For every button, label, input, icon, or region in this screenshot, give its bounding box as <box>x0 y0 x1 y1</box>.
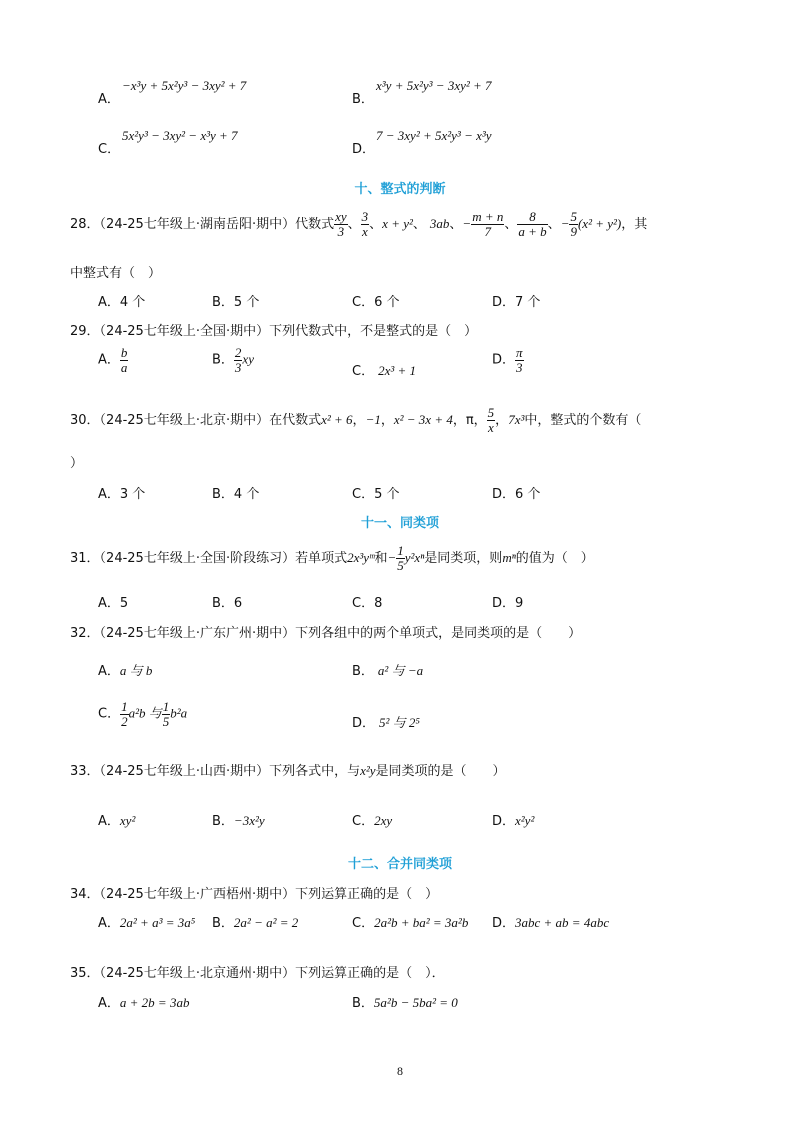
question-30: 30．（24-25七年级上·北京·期中）在代数式x² + 6，−1，x² − 3x + 4，π， $\frac{5}{x}$ ，7x³中，整式的个数有（ <box>70 405 642 435</box>
q33-option-c: C．2xy <box>352 813 393 829</box>
q28-option-b: B．5 个 <box>212 295 260 310</box>
q30-option-c: C．5 个 <box>352 487 400 502</box>
q28-expr-2: $\frac{3}{x}$ <box>361 209 369 239</box>
section-heading-12: 十二、合并同类项 <box>347 857 452 872</box>
q28-expr-1: $\frac{xy}{3}$ <box>335 209 347 239</box>
q27-option-b-label: B． <box>352 92 374 107</box>
q28-source: （24-25七年级上·湖南岳阳·期中）代数式 <box>99 217 335 232</box>
q29-option-a: A． $\frac{b}{a}$ <box>98 345 128 375</box>
q31-option-b: B．6 <box>212 596 243 611</box>
q27-option-c-expr: 5x²y³ − 3xy² − x³y + 7 <box>122 128 238 143</box>
q29-option-d: D． $\frac{\pi}{3}$ <box>492 345 523 375</box>
q30-expr-1: x² + 6 <box>321 412 353 427</box>
section-heading-10: 十、整式的判断 <box>354 182 446 197</box>
q34-option-c: C．2a²b + ba² = 3a²b <box>352 915 469 931</box>
q27-option-a-label: A． <box>98 92 120 107</box>
q27-option-d-label: D． <box>352 142 376 157</box>
q32-option-b: B． a² 与 −a <box>352 663 424 679</box>
q35-option-a: A．a + 2b = 3ab <box>98 995 190 1011</box>
q28-option-a: A．4 个 <box>98 295 146 310</box>
q30-option-b: B．4 个 <box>212 487 260 502</box>
q30-line-2: ） <box>70 456 84 471</box>
q28-expr-4: 3ab <box>429 216 450 231</box>
q27-option-a-expr: −x³y + 5x²y³ − 3xy² + 7 <box>122 78 247 93</box>
question-34: 34．（24-25七年级上·广西梧州·期中）下列运算正确的是（ ） <box>70 887 439 902</box>
q33-option-d: D．x²y² <box>492 813 535 829</box>
q28-number: 28． <box>70 217 100 232</box>
q29-option-b: B． $\frac{2}{3}$ xy <box>212 345 254 375</box>
section-heading-11: 十一、同类项 <box>360 516 439 531</box>
q27-option-b-expr: x³y + 5x²y³ − 3xy² + 7 <box>376 78 492 93</box>
q29-option-c: C． 2x³ + 1 <box>352 363 417 379</box>
q34-option-a: A．2a² + a³ = 3a⁵ <box>98 915 196 931</box>
q28-line-2: 中整式有（ ） <box>70 266 162 281</box>
q31-option-a: A．5 <box>98 596 129 611</box>
q30-option-d: D．6 个 <box>492 487 541 502</box>
question-29: 29．（24-25七年级上·全国·期中）下列代数式中，不是整式的是（ ） <box>70 324 478 339</box>
q28-expr-7: $\frac{5}{9}$ <box>570 209 577 239</box>
q28-expr-3: x + y² <box>382 216 413 231</box>
question-33: 33．（24-25七年级上·山西·期中）下列各式中，与x²y是同类项的是（ ） <box>70 763 506 779</box>
question-32: 32．（24-25七年级上·广东广州·期中）下列各组中的两个单项式，是同类项的是（ ） <box>70 626 582 641</box>
q28-option-c: C．6 个 <box>352 295 400 310</box>
q32-option-d: D． 5² 与 2⁵ <box>352 715 420 731</box>
q30-option-a: A．3 个 <box>98 487 146 502</box>
q30-expr-4: $\frac{5}{x}$ <box>487 405 495 435</box>
q28-expr-6: $\frac{8}{a + b}$ <box>518 209 547 239</box>
page-number: 8 <box>397 1064 403 1078</box>
question-31: 31．（24-25七年级上·全国·阶段练习）若单项式2x³yᵐ和− $\frac{1}{5}$ y²xⁿ是同类项，则mⁿ的值为（ ） <box>70 543 594 573</box>
question-28: 28．（24-25七年级上·湖南岳阳·期中）代数式 $\frac{xy}{3}$ 、 $\frac{3}{x}$ 、x + y²、 3ab、− $\frac{m + n}{7}$ 、 $\frac{8}{a + b}$ 、− $\frac{5}{9}$ (x² + y²)，其 <box>70 209 648 239</box>
q33-option-b: B．−3x²y <box>212 813 265 829</box>
q28-option-d: D．7 个 <box>492 295 541 310</box>
q31-option-c: C．8 <box>352 596 383 611</box>
q32-option-a: A．a 与 b <box>98 663 153 679</box>
q35-option-b: B．5a²b − 5ba² = 0 <box>352 995 458 1011</box>
q31-option-d: D．9 <box>492 596 524 611</box>
question-35: 35．（24-25七年级上·北京通州·期中）下列运算正确的是（ ）． <box>70 966 445 981</box>
q34-option-b: B．2a² − a² = 2 <box>212 915 299 931</box>
q34-option-d: D．3abc + ab = 4abc <box>492 915 610 931</box>
q27-option-d-expr: 7 − 3xy² + 5x²y³ − x³y <box>376 128 492 143</box>
q28-expr-5: $\frac{m + n}{7}$ <box>472 209 504 239</box>
q27-option-c-label: C． <box>98 142 121 157</box>
q32-option-c: C． $\frac{1}{2}$ a²b 与 $\frac{1}{5}$ b²a <box>98 699 188 729</box>
q33-option-a: A．xy² <box>98 813 136 829</box>
